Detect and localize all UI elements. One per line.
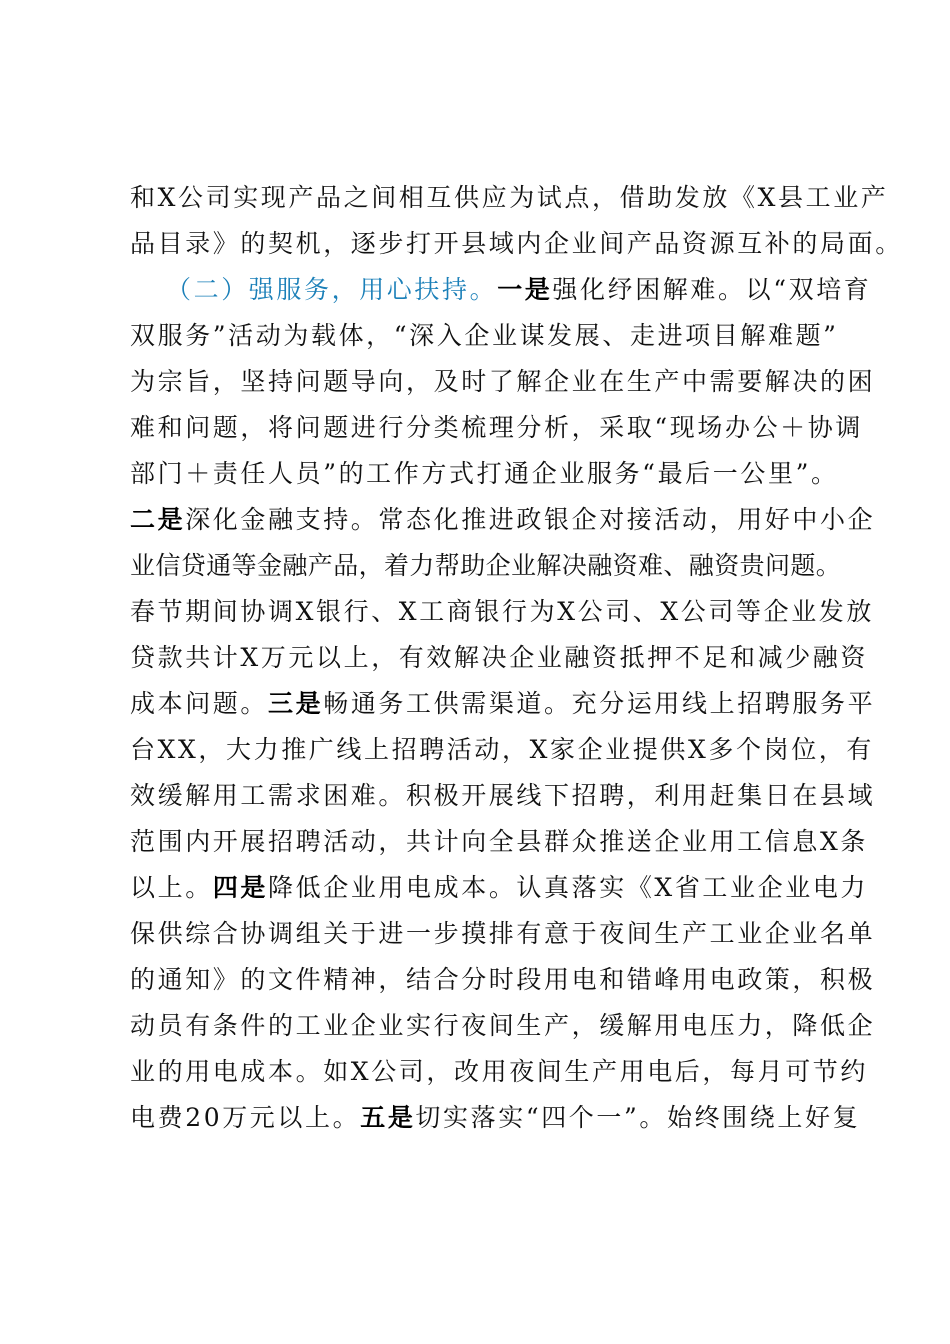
line-text: 双服务”活动为载体，“深入企业谋发展、走进项目解难题”	[130, 321, 839, 350]
section-heading-line	[166, 267, 872, 313]
item-marker-one: 一是	[497, 275, 553, 304]
paragraph-line	[130, 1003, 876, 1049]
line-text: 效缓解用工需求困难。积极开展线下招聘，利用赶集日在县域	[130, 781, 876, 810]
line-text: 以上。	[130, 873, 213, 902]
line-text: 深化金融支持。常态化推进政银企对接活动，用好中小企	[185, 505, 876, 534]
paragraph-line	[130, 1095, 861, 1141]
paragraph-line	[130, 221, 903, 267]
paragraph-line	[130, 635, 868, 681]
paragraph-line	[130, 681, 876, 727]
line-text: 动员有条件的工业企业实行夜间生产，缓解用电压力，降低企	[130, 1011, 876, 1040]
line-text: 为宗旨，坚持问题导向，及时了解企业在生产中需要解决的困	[130, 367, 876, 396]
paragraph-line	[130, 589, 874, 635]
paragraph-line	[130, 543, 842, 589]
line-text: 强化纾困解难。以“双培育	[552, 275, 872, 304]
paragraph-line	[130, 1049, 868, 1095]
line-text: 难和问题，将问题进行分类梳理分析，采取“现场办公＋协调	[130, 413, 863, 442]
line-text: 降低企业用电成本。认真落实《X省工业企业电力	[268, 873, 869, 902]
item-marker-three: 三是	[268, 689, 324, 718]
paragraph-line	[130, 359, 876, 405]
paragraph-line	[130, 911, 876, 957]
line-text: 贷款共计X万元以上，有效解决企业融资抵押不足和减少融资	[130, 643, 868, 672]
paragraph-line	[130, 451, 839, 497]
paragraph-line	[130, 957, 876, 1003]
paragraph-line	[130, 819, 868, 865]
line-text: 业信贷通等金融产品，着力帮助企业解决融资难、融资贵问题。	[130, 551, 842, 580]
line-text: 保供综合协调组关于进一步摸排有意于夜间生产工业企业名单	[130, 919, 876, 948]
line-text: 畅通务工供需渠道。充分运用线上招聘服务平	[323, 689, 876, 718]
paragraph-line	[130, 405, 863, 451]
line-text: 的通知》的文件精神，结合分时段用电和错峰用电政策，积极	[130, 965, 876, 994]
line-text: 电费20万元以上。	[130, 1103, 361, 1132]
line-text: 成本问题。	[130, 689, 269, 718]
line-text: 切实落实“四个一”。始终围绕上好复	[415, 1103, 861, 1132]
paragraph-line	[130, 175, 889, 221]
line-text: 业的用电成本。如X公司，改用夜间生产用电后，每月可节约	[130, 1057, 868, 1086]
section-heading: （二）强服务，用心扶持。	[166, 275, 498, 304]
line-text: 部门＋责任人员”的工作方式打通企业服务“最后一公里”。	[130, 459, 839, 488]
item-marker-two: 二是	[130, 505, 186, 534]
line-text: 和X公司实现产品之间相互供应为试点，借助发放《X县工业产	[130, 183, 889, 212]
line-text: 春节期间协调X银行、X工商银行为X公司、X公司等企业发放	[130, 597, 874, 626]
line-text: 台XX，大力推广线上招聘活动，X家企业提供X多个岗位，有	[130, 735, 874, 764]
paragraph-line	[130, 313, 839, 359]
paragraph-line	[130, 773, 876, 819]
item-marker-five: 五是	[360, 1103, 416, 1132]
line-text: 范围内开展招聘活动，共计向全县群众推送企业用工信息X条	[130, 827, 868, 856]
item-marker-four: 四是	[212, 873, 269, 902]
paragraph-line	[130, 497, 876, 543]
paragraph-line	[130, 865, 869, 911]
line-text: 品目录》的契机，逐步打开县域内企业间产品资源互补的局面。	[130, 229, 903, 258]
paragraph-line	[130, 727, 874, 773]
